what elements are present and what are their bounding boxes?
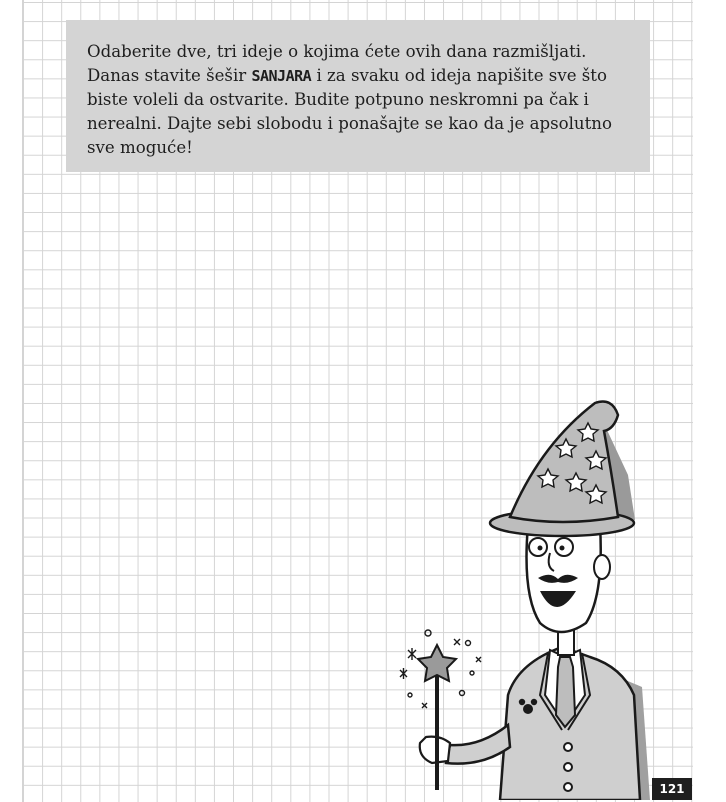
ear bbox=[594, 555, 610, 579]
instruction-text-part2: i za svaku od ideja napišite sve što biste voleli da ostvarite. Budite potpuno neskromni pa čak i nerealni. Dajte sebi slobodu i ponašajte se kao da je apsolutno sve moguće! bbox=[87, 66, 612, 157]
jacket-button bbox=[564, 783, 572, 791]
instruction-box bbox=[66, 20, 650, 172]
arm bbox=[446, 725, 510, 764]
page-number: 121 bbox=[652, 778, 692, 800]
instruction-text-part1: Odaberite dve, tri ideje o kojima ćete ovih dana razmišljati. Danas stavite šešir bbox=[87, 42, 587, 85]
instruction-text bbox=[87, 40, 628, 160]
jacket-button bbox=[564, 743, 572, 751]
tie bbox=[556, 657, 575, 727]
wand-star-icon bbox=[418, 645, 456, 681]
hand bbox=[420, 737, 450, 763]
jacket-button bbox=[564, 763, 572, 771]
hat-word: SANJARA bbox=[251, 67, 312, 85]
wizard-illustration bbox=[390, 395, 655, 800]
